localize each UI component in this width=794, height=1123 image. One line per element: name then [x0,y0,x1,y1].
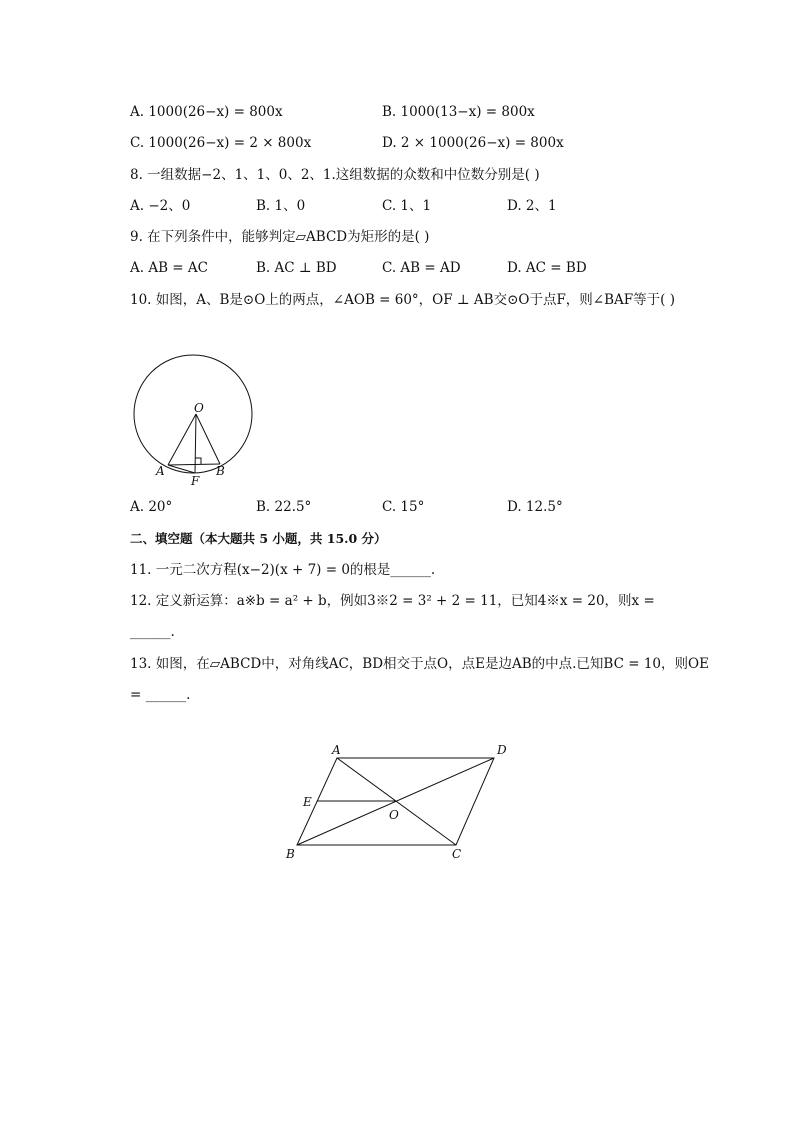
q13-line2: = ______. [130,687,191,703]
label-b: B [216,464,225,478]
label-o: O [194,401,204,415]
q9-option-d: D. AC = BD [507,260,587,276]
q10-stem: 10. 如图，A、B是⊙O上的两点，∠AOB = 60°，OF ⊥ AB交⊙O于点F，则∠BAF等于( ) [130,292,675,308]
q9-stem: 9. 在下列条件中，能够判定▱ABCD为矩形的是( ) [130,229,430,245]
circle-o [134,355,252,473]
q7-option-d: D. 2 × 1000(26−x) = 800x [382,135,564,151]
q13-line1: 13. 如图，在▱ABCD中，对角线AC，BD相交于点O，点E是边AB的中点.已知BC = 10，则OE [130,656,709,672]
segment-oa [168,414,196,465]
q10-option-b: B. 22.5° [256,499,312,515]
label-a: A [332,743,341,757]
q13-parallelogram-figure [280,738,520,868]
segment-ob [196,414,220,464]
label-a: A [156,464,165,478]
q11-stem: 11. 一元二次方程(x−2)(x + 7) = 0的根是______. [130,562,436,578]
q8-option-d: D. 2、1 [507,198,557,214]
label-e: E [303,795,312,809]
label-c: C [452,847,462,861]
label-d: D [497,743,507,757]
q10-option-a: A. 20° [130,499,173,515]
q10-option-d: D. 12.5° [507,499,563,515]
segment-ab [168,464,220,465]
label-o: O [389,808,399,822]
q10-option-c: C. 15° [382,499,425,515]
q9-option-b: B. AC ⊥ BD [256,260,337,276]
section-heading: 二、填空题（本大题共 5 小题，共 15.0 分） [130,531,387,546]
q8-stem: 8. 一组数据−2、1、1、0、2、1.这组数据的众数和中位数分别是( ) [130,167,540,183]
q7-option-b: B. 1000(13−x) = 800x [382,104,535,120]
label-f: F [191,474,200,488]
q8-option-b: B. 1、0 [256,198,306,214]
q7-option-a: A. 1000(26−x) = 800x [130,104,283,120]
q9-option-c: C. AB = AD [382,260,461,276]
q8-option-c: C. 1、1 [382,198,432,214]
q8-option-a: A. −2、0 [130,198,191,214]
q12-line1: 12. 定义新运算：a※b = a² + b，例如3※2 = 3² + 2 = 11，已知4※x = 20，则x = [130,593,655,609]
q10-circle-figure [125,345,265,490]
q12-line2: ______. [130,624,175,640]
right-angle-mark [195,458,201,464]
q9-option-a: A. AB = AC [130,260,208,276]
label-b: B [286,847,295,861]
q7-option-c: C. 1000(26−x) = 2 × 800x [130,135,312,151]
